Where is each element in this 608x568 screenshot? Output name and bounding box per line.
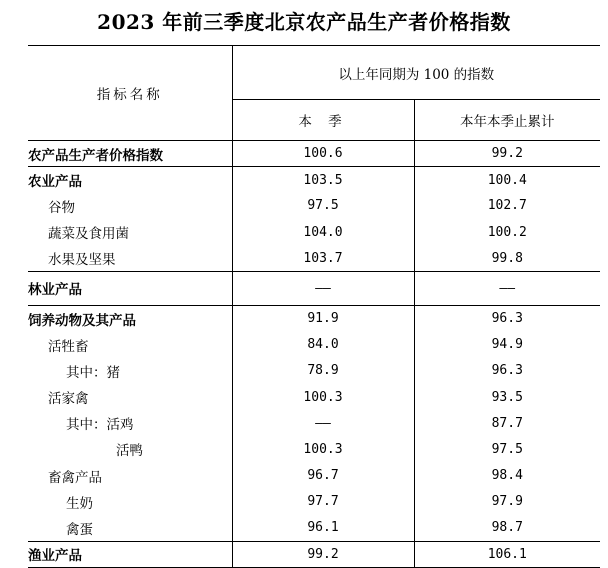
- row-cumulative-value: 93.5: [414, 384, 600, 410]
- price-index-table: [28, 45, 600, 568]
- row-quarter-value: 100.3: [232, 436, 414, 462]
- header-index-group: 以上年同期为 100 的指数: [232, 46, 600, 100]
- row-cumulative-value: 87.7: [414, 410, 600, 436]
- row-quarter-value: 97.7: [232, 489, 414, 515]
- table-row: [28, 384, 600, 410]
- row-cumulative-value: 98.7: [414, 515, 600, 541]
- table-row: [28, 305, 600, 331]
- row-name: 林业产品: [28, 271, 232, 305]
- table-row: [28, 141, 600, 167]
- row-quarter-value: 100.6: [232, 141, 414, 167]
- table-row: [28, 167, 600, 193]
- header-year-to-date: 本年本季止累计: [414, 100, 600, 141]
- row-quarter-value: 84.0: [232, 332, 414, 358]
- row-cumulative-value: 102.7: [414, 193, 600, 219]
- row-name: 其中：活鸡: [28, 410, 232, 436]
- row-quarter-value: 103.7: [232, 245, 414, 271]
- row-name: 水果及坚果: [28, 245, 232, 271]
- row-name: 农产品生产者价格指数: [28, 141, 232, 167]
- row-name: 活家禽: [28, 384, 232, 410]
- row-quarter-value: ——: [232, 410, 414, 436]
- row-quarter-value: 78.9: [232, 358, 414, 384]
- table-row: [28, 271, 600, 305]
- row-name: 活鸭: [28, 436, 232, 462]
- row-name: 蔬菜及食用菌: [28, 219, 232, 245]
- row-cumulative-value: 106.1: [414, 541, 600, 567]
- table-row: [28, 515, 600, 541]
- table-row: [28, 219, 600, 245]
- table-row: [28, 245, 600, 271]
- row-cumulative-value: 94.9: [414, 332, 600, 358]
- row-cumulative-value: ——: [414, 271, 600, 305]
- row-quarter-value: 97.5: [232, 193, 414, 219]
- table-row: [28, 541, 600, 567]
- row-quarter-value: 99.2: [232, 541, 414, 567]
- table-row: [28, 358, 600, 384]
- table-row: [28, 193, 600, 219]
- row-name: 活牲畜: [28, 332, 232, 358]
- row-cumulative-value: 100.4: [414, 167, 600, 193]
- row-name: 禽蛋: [28, 515, 232, 541]
- row-quarter-value: ——: [232, 271, 414, 305]
- row-cumulative-value: 99.8: [414, 245, 600, 271]
- row-cumulative-value: 100.2: [414, 219, 600, 245]
- row-name: 畜禽产品: [28, 463, 232, 489]
- row-name: 饲养动物及其产品: [28, 305, 232, 331]
- row-cumulative-value: 99.2: [414, 141, 600, 167]
- row-quarter-value: 96.1: [232, 515, 414, 541]
- table-row: [28, 489, 600, 515]
- row-cumulative-value: 97.5: [414, 436, 600, 462]
- row-cumulative-value: 96.3: [414, 305, 600, 331]
- row-quarter-value: 100.3: [232, 384, 414, 410]
- table-row: [28, 436, 600, 462]
- row-name: 谷物: [28, 193, 232, 219]
- row-cumulative-value: 98.4: [414, 463, 600, 489]
- table-row: [28, 463, 600, 489]
- header-index-name: 指标名称: [28, 46, 232, 141]
- row-quarter-value: 104.0: [232, 219, 414, 245]
- table-row: [28, 410, 600, 436]
- row-name: 渔业产品: [28, 541, 232, 567]
- page-title: 2023 年前三季度北京农产品生产者价格指数: [97, 10, 511, 34]
- row-quarter-value: 103.5: [232, 167, 414, 193]
- row-name: 生奶: [28, 489, 232, 515]
- row-cumulative-value: 96.3: [414, 358, 600, 384]
- header-this-quarter: 本 季: [232, 100, 414, 141]
- row-quarter-value: 91.9: [232, 305, 414, 331]
- row-name: 农业产品: [28, 167, 232, 193]
- row-name: 其中：猪: [28, 358, 232, 384]
- row-cumulative-value: 97.9: [414, 489, 600, 515]
- table-row: [28, 332, 600, 358]
- row-quarter-value: 96.7: [232, 463, 414, 489]
